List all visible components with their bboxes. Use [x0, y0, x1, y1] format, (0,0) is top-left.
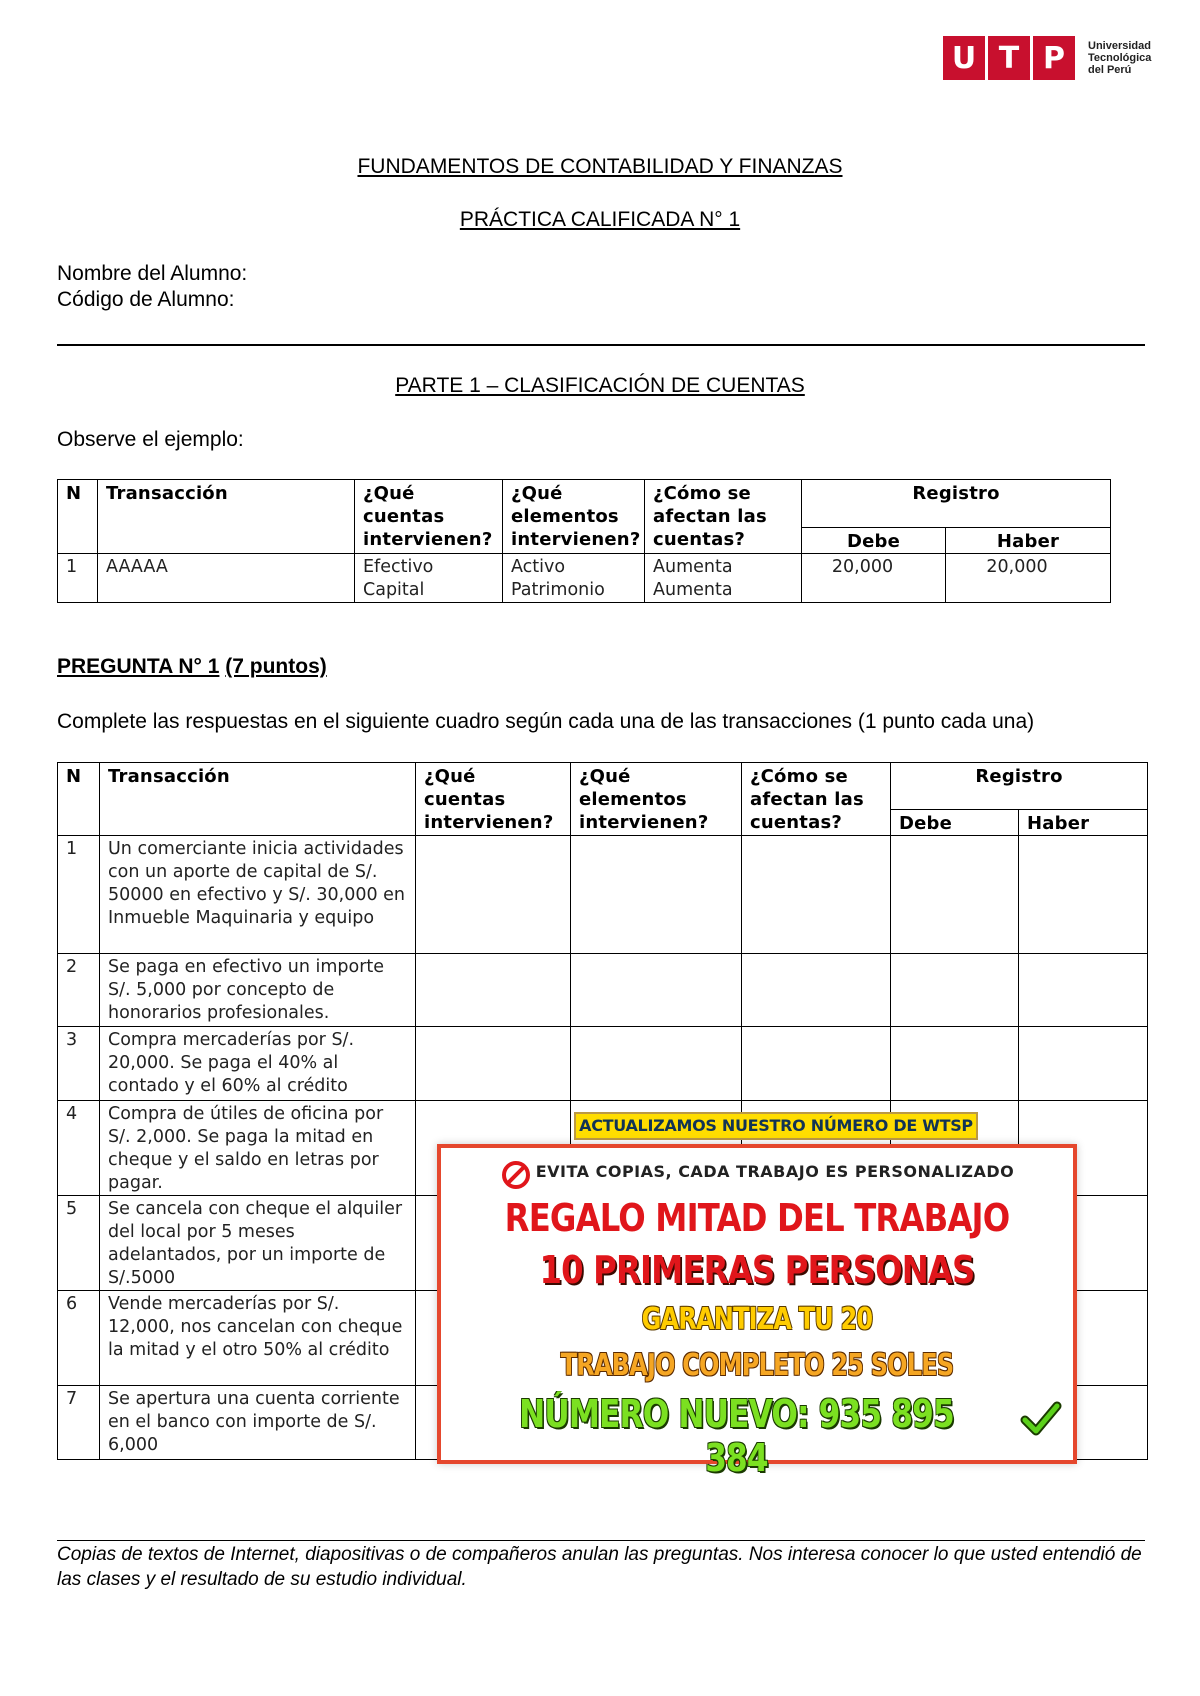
row-number: 4 — [58, 1101, 100, 1196]
answer-haber-cell[interactable] — [1019, 954, 1148, 1027]
answer-haber-cell[interactable] — [1019, 836, 1148, 954]
example-effect: Aumenta Aumenta — [645, 554, 802, 603]
row-transaction: Se paga en efectivo un importe S/. 5,000 por concepto de honorarios profesionales. — [100, 954, 416, 1027]
header-haber: Haber — [1019, 810, 1148, 836]
check-icon — [1019, 1396, 1063, 1440]
header-registro: Registro — [891, 763, 1148, 810]
header-elements: ¿Qué elementos intervienen? — [503, 480, 645, 554]
example-transaction: AAAAA — [98, 554, 355, 603]
row-transaction: Vende mercaderías por S/. 12,000, nos cancelan con cheque la mitad y el otro 50% al crédito — [100, 1291, 416, 1386]
row-transaction: Se apertura una cuenta corriente en el banco con importe de S/. 6,000 — [100, 1386, 416, 1460]
header-effect: ¿Cómo se afectan las cuentas? — [645, 480, 802, 554]
promo-gift: REGALO MITAD DEL TRABAJO — [504, 1196, 1010, 1240]
promo-first-ten: 10 PRIMERAS PERSONAS — [539, 1248, 975, 1292]
header-transaction: Transacción — [98, 480, 355, 554]
header-effect: ¿Cómo se afectan las cuentas? — [742, 763, 891, 836]
footer-note: Copias de textos de Internet, diapositivas o de compañeros anulan las preguntas. Nos interesa conocer lo que usted entendió de las clases y el resultado de su estudio individual. — [57, 1544, 1142, 1590]
header-transaction: Transacción — [100, 763, 416, 836]
promo-price: TRABAJO COMPLETO 25 SOLES — [560, 1348, 954, 1383]
promo-phone[interactable]: NÚMERO NUEVO: 935 895 384 — [519, 1392, 954, 1480]
row-number: 3 — [58, 1027, 100, 1101]
answer-elements-cell[interactable] — [571, 1027, 742, 1101]
exam-title: PRÁCTICA CALIFICADA N° 1 — [459, 208, 741, 231]
example-haber: 20,000 — [946, 554, 1111, 603]
footer-divider — [57, 1540, 1145, 1541]
row-transaction: Compra mercaderías por S/. 20,000. Se paga el 40% al contado y el 60% al crédito — [100, 1027, 416, 1101]
example-elements: Activo Patrimonio — [503, 554, 645, 603]
example-table — [57, 479, 1111, 603]
row-number: 7 — [58, 1386, 100, 1460]
course-title: FUNDAMENTOS DE CONTABILIDAD Y FINANZAS — [357, 155, 843, 178]
answer-effect-cell[interactable] — [742, 954, 891, 1027]
student-name-label: Nombre del Alumno: — [57, 262, 248, 285]
student-code-label: Código de Alumno: — [57, 288, 235, 311]
promo-strip: ACTUALIZAMOS NUESTRO NÚMERO DE WTSP — [574, 1112, 978, 1140]
row-transaction: Compra de útiles de oficina por S/. 2,000. Se paga la mitad en cheque y el saldo en letras por pagar. — [100, 1101, 416, 1196]
answer-debe-cell[interactable] — [891, 1027, 1019, 1101]
divider — [57, 344, 1145, 346]
observe-label: Observe el ejemplo: — [57, 428, 244, 451]
table-row — [58, 836, 1148, 954]
row-transaction: Un comerciante inicia actividades con un aporte de capital de S/. 50000 en efectivo y S/. 30,000 en Inmueble Maquinaria y equipo — [100, 836, 416, 954]
header-accounts: ¿Qué cuentas intervienen? — [355, 480, 503, 554]
answer-accounts-cell[interactable] — [416, 1027, 571, 1101]
header-debe: Debe — [802, 528, 946, 554]
example-debe: 20,000 — [802, 554, 946, 603]
answer-effect-cell[interactable] — [742, 1027, 891, 1101]
promo-banner[interactable] — [437, 1144, 1077, 1480]
logo-letter-t: T — [988, 36, 1030, 80]
example-n: 1 — [58, 554, 98, 603]
promo-no-copies: EVITA COPIAS, CADA TRABAJO ES PERSONALIZADO — [535, 1162, 1015, 1181]
header-registro: Registro — [802, 480, 1111, 528]
row-number: 5 — [58, 1196, 100, 1291]
row-number: 2 — [58, 954, 100, 1027]
logo-letter-p: P — [1033, 36, 1075, 80]
answer-effect-cell[interactable] — [742, 836, 891, 954]
example-row — [58, 554, 1111, 603]
answer-accounts-cell[interactable] — [416, 954, 571, 1027]
answer-debe-cell[interactable] — [891, 836, 1019, 954]
header-debe: Debe — [891, 810, 1019, 836]
table-row — [58, 1027, 1148, 1101]
answer-elements-cell[interactable] — [571, 836, 742, 954]
row-number: 1 — [58, 836, 100, 954]
part1-title: PARTE 1 – CLASIFICACIÓN DE CUENTAS — [395, 374, 805, 397]
promo-guarantee: GARANTIZA TU 20 — [641, 1302, 873, 1337]
row-transaction: Se cancela con cheque el alquiler del local por 5 meses adelantados, por un importe de S/.5000 — [100, 1196, 416, 1291]
header-haber: Haber — [946, 528, 1111, 554]
answer-elements-cell[interactable] — [571, 954, 742, 1027]
row-number: 6 — [58, 1291, 100, 1386]
table-row — [58, 954, 1148, 1027]
utp-logo — [943, 36, 1151, 80]
answer-debe-cell[interactable] — [891, 954, 1019, 1027]
answer-haber-cell[interactable] — [1019, 1027, 1148, 1101]
question1-instructions: Complete las respuestas en el siguiente cuadro según cada una de las transacciones (1 punto cada una) — [57, 710, 1035, 733]
logo-university-name: Universidad Tecnológica del Perú — [1088, 40, 1152, 76]
answer-accounts-cell[interactable] — [416, 836, 571, 954]
question1-title: PREGUNTA N° 1 (7 puntos) — [57, 655, 327, 678]
header-n: N — [58, 763, 100, 836]
example-accounts: Efectivo Capital — [355, 554, 503, 603]
logo-letter-u: U — [943, 36, 985, 80]
header-accounts: ¿Qué cuentas intervienen? — [416, 763, 571, 836]
header-n: N — [58, 480, 98, 554]
header-elements: ¿Qué elementos intervienen? — [571, 763, 742, 836]
